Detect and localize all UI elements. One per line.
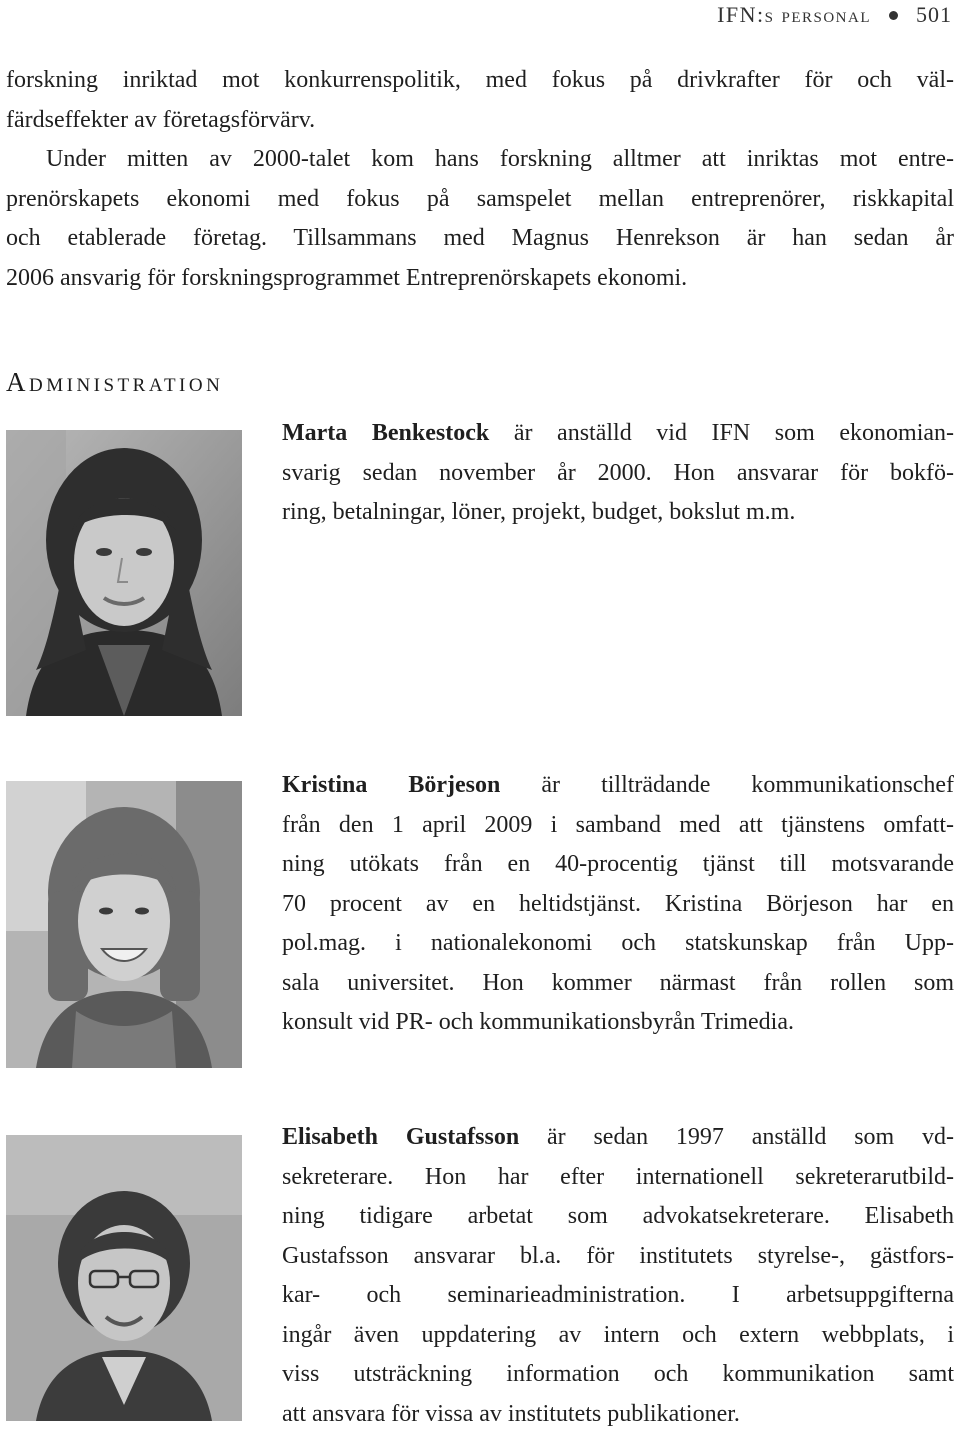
staff-bio-line: pol.mag. i nationalekonomi och statskunskap från Upp- [282,924,954,964]
intro-line: Under mitten av 2000-talet kom hans forskning alltmer att inriktas mot entre- [6,140,954,180]
staff-photo-borjeson [6,781,242,1068]
staff-bio-line: sekreterare. Hon har efter internationell sekreterarutbild- [282,1158,954,1198]
portrait-illustration [6,1135,242,1421]
staff-bio-line: från den 1 april 2009 i samband med att tjänstens omfatt- [282,806,954,846]
staff-photo-benkestock [6,430,242,716]
intro-line: färdseffekter av företagsförvärv. [6,101,954,141]
staff-name: Kristina Börjeson [282,772,500,798]
staff-bio-line: är sedan 1997 anställd som vd- [547,1124,954,1150]
portrait-illustration [6,781,242,1068]
running-head [717,0,952,30]
intro-line: prenörskapets ekonomi med fokus på samspelet mellan entreprenörer, riskkapital [6,180,954,220]
staff-bio-line: kar- och seminarieadministration. I arbetsuppgifterna [282,1276,954,1316]
intro-line: forskning inriktad mot konkurrenspolitik, med fokus på drivkrafter för och väl- [6,61,954,101]
section-heading: Administration [6,362,223,402]
staff-bio-line: sala universitet. Hon kommer närmast från rollen som [282,964,954,1004]
staff-photo-gustafsson [6,1135,242,1421]
staff-bio-line: Gustafsson ansvarar bl.a. för institutets styrelse-, gästfors- [282,1237,954,1277]
staff-bio-benkestock [282,414,954,533]
staff-bio-line: ning utökats från en 40-procentig tjänst till motsvarande [282,845,954,885]
staff-name: Marta Benkestock [282,420,489,446]
intro-line: 2006 ansvarig för forskningsprogrammet Entreprenörskapets ekonomi. [6,259,954,299]
staff-bio-gustafsson [282,1118,954,1434]
staff-bio-line: konsult vid PR- och kommunikationsbyrån Trimedia. [282,1003,954,1043]
staff-bio-line: att ansvara för vissa av institutets publikationer. [282,1395,954,1434]
staff-bio-borjeson [282,766,954,1043]
staff-bio-line: svarig sedan november år 2000. Hon ansvarar för bokfö- [282,454,954,494]
bullet-dot-icon [889,11,898,20]
staff-bio-line: ring, betalningar, löner, projekt, budget, bokslut m.m. [282,493,954,533]
journal-name: IFN:s personal [717,2,871,27]
staff-name: Elisabeth Gustafsson [282,1124,519,1150]
intro-paragraph [6,61,954,298]
intro-line: och etablerade företag. Tillsammans med Magnus Henrekson är han sedan år [6,219,954,259]
page-number: 501 [916,2,952,27]
staff-bio-line: 70 procent av en heltidstjänst. Kristina Börjeson har en [282,885,954,925]
staff-bio-line: ingår även uppdatering av intern och extern webbplats, i [282,1316,954,1356]
staff-bio-line: ning tidigare arbetat som advokatsekreterare. Elisabeth [282,1197,954,1237]
portrait-illustration [6,430,242,716]
staff-bio-line: viss utsträckning information och kommunikation samt [282,1355,954,1395]
staff-bio-line: är tillträdande kommunikationschef [541,772,954,798]
staff-bio-line: är anställd vid IFN som ekonomian- [514,420,954,446]
